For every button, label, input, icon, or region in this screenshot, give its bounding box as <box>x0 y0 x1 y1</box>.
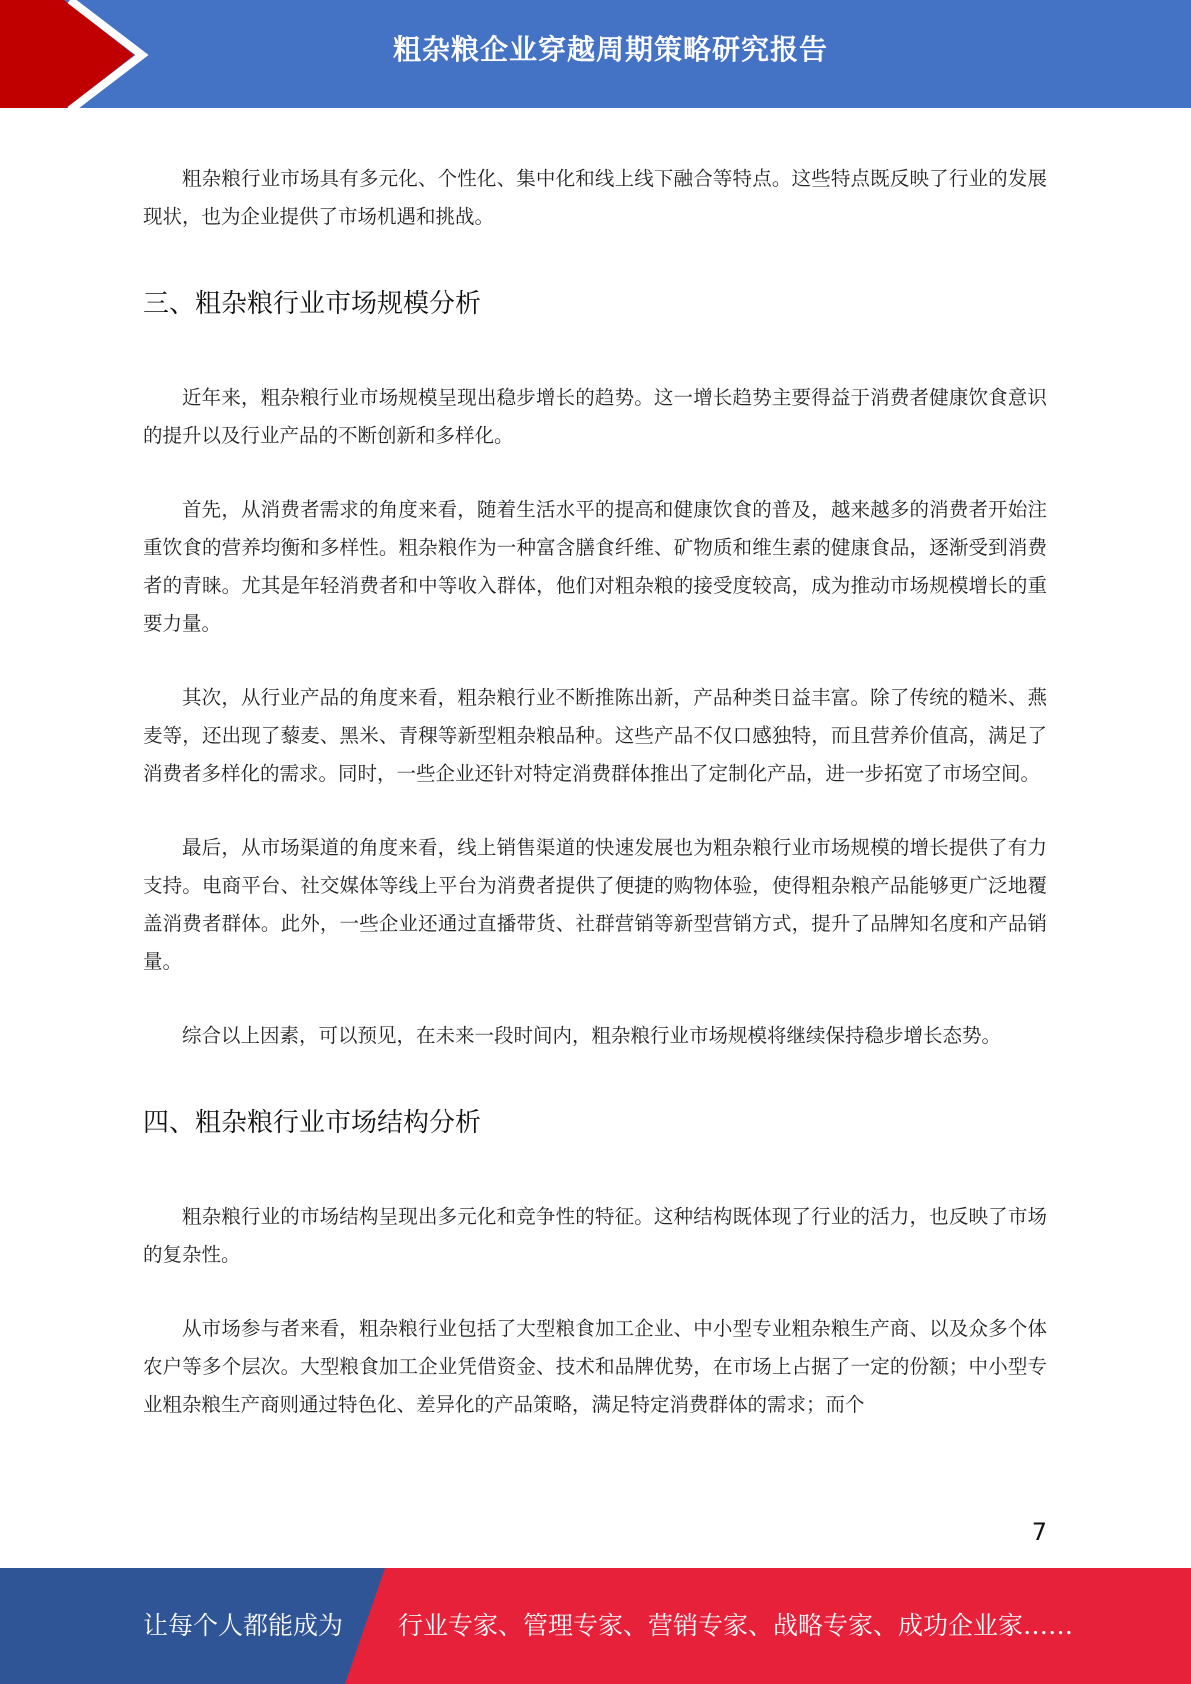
paragraph: 首先，从消费者需求的角度来看，随着生活水平的提高和健康饮食的普及，越来越多的消费者开始注重饮食的营养均衡和多样性。粗杂粮作为一种富含膳食纤维、矿物质和维生素的健康食品，逐渐受到消费者的青睐。尤其是年轻消费者和中等收入群体，他们对粗杂粮的接受度较高，成为推动市场规模增长的重要力量。 <box>143 498 1047 635</box>
page-header <box>0 0 1191 110</box>
page-footer <box>0 1568 1191 1684</box>
paragraph: 其次，从行业产品的角度来看，粗杂粮行业不断推陈出新，产品种类日益丰富。除了传统的糙米、燕麦等，还出现了藜麦、黑米、青稞等新型粗杂粮品种。这些产品不仅口感独特，而且营养价值高，满足了消费者多样化的需求。同时，一些企业还针对特定消费群体推出了定制化产品，进一步拓宽了市场空间。 <box>143 686 1047 785</box>
paragraph: 最后，从市场渠道的角度来看，线上销售渠道的快速发展也为粗杂粮行业市场规模的增长提供了有力支持。电商平台、社交媒体等线上平台为消费者提供了便捷的购物体验，使得粗杂粮产品能够更广泛地覆盖消费者群体。此外，一些企业还通过直播带货、社群营销等新型营销方式，提升了品牌知名度和产品销量。 <box>143 836 1047 973</box>
section-heading-4: 四、粗杂粮行业市场结构分析 <box>143 1108 482 1138</box>
paragraph: 粗杂粮行业市场具有多元化、个性化、集中化和线上线下融合等特点。这些特点既反映了行业的发展现状，也为企业提供了市场机遇和挑战。 <box>143 167 1047 228</box>
paragraph: 从市场参与者来看，粗杂粮行业包括了大型粮食加工企业、中小型专业粗杂粮生产商、以及众多个体农户等多个层次。大型粮食加工企业凭借资金、技术和品牌优势，在市场上占据了一定的份额；中小型专业粗杂粮生产商则通过特色化、差异化的产品策略，满足特定消费群体的需求；而个 <box>143 1317 1047 1416</box>
page-number: 7 <box>1031 1518 1047 1546</box>
section-heading-3: 三、粗杂粮行业市场规模分析 <box>143 289 482 319</box>
paragraph: 综合以上因素，可以预见，在未来一段时间内，粗杂粮行业市场规模将继续保持稳步增长态势。 <box>182 1024 1002 1047</box>
document-body <box>143 160 1047 1424</box>
paragraph: 近年来，粗杂粮行业市场规模呈现出稳步增长的趋势。这一增长趋势主要得益于消费者健康饮食意识的提升以及行业产品的不断创新和多样化。 <box>143 386 1047 447</box>
report-title: 粗杂粮企业穿越周期策略研究报告 <box>392 33 828 66</box>
footer-slogan-left: 让每个人都能成为 <box>143 1611 344 1640</box>
footer-slogan-right: 行业专家、管理专家、营销专家、战略专家、成功企业家…… <box>398 1611 1074 1640</box>
paragraph: 粗杂粮行业的市场结构呈现出多元化和竞争性的特征。这种结构既体现了行业的活力，也反映了市场的复杂性。 <box>143 1205 1047 1266</box>
